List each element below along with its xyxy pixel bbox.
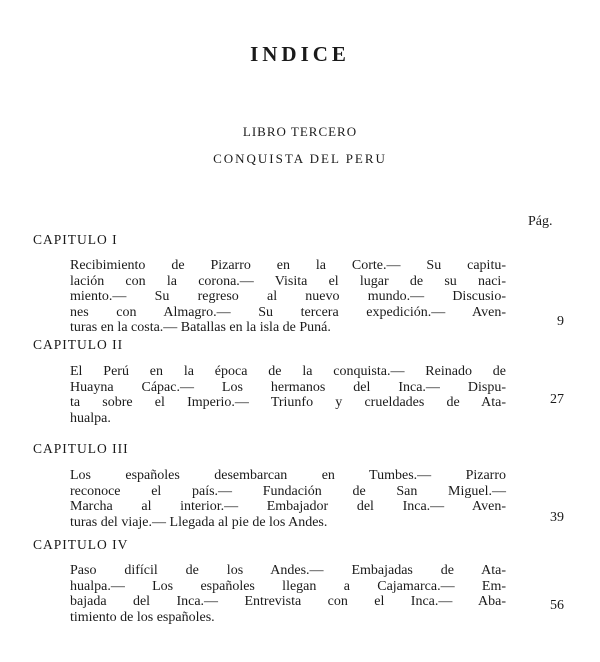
chapter-summary: [70, 258, 506, 336]
summary-line: El Perú en la época de la conquista.— Reinado de: [70, 364, 506, 379]
summary-line: miento.— Su regreso al nuevo mundo.— Discusio-: [70, 289, 506, 304]
chapter-summary: [70, 468, 506, 530]
summary-line: turas en la costa.— Batallas en la isla de Puná.: [70, 320, 331, 335]
chapter-heading: CAPITULO I: [33, 232, 118, 247]
chapter-summary: [70, 364, 506, 426]
summary-line: Paso difícil de los Andes.— Embajadas de Ata-: [70, 563, 506, 578]
chapter-page-number: 27: [550, 392, 564, 407]
book-number: LIBRO TERCERO: [242, 124, 358, 139]
chapter-heading: CAPITULO IV: [33, 537, 129, 552]
chapter-heading: CAPITULO III: [33, 441, 129, 456]
summary-line: Marcha al interior.— Embajador del Inca.— Aven-: [70, 499, 506, 514]
summary-line: hualpa.— Los españoles llegan a Cajamarca.— Em-: [70, 578, 506, 594]
summary-line: bajada del Inca.— Entrevista con el Inca.— Aba-: [70, 594, 506, 609]
chapter-page-number: 9: [557, 314, 564, 329]
summary-line: hualpa.: [70, 410, 111, 426]
summary-line: Recibimiento de Pizarro en la Corte.— Su capitu-: [70, 258, 506, 273]
book-title: CONQUISTA DEL PERU: [213, 151, 387, 166]
chapter-heading: CAPITULO II: [33, 337, 124, 352]
summary-line: Los españoles desembarcan en Tumbes.— Pizarro: [70, 468, 506, 483]
index-title: INDICE: [250, 42, 350, 66]
summary-line: Huayna Cápac.— Los hermanos del Inca.— Dispu-: [70, 379, 506, 395]
chapter-page-number: 56: [550, 598, 564, 613]
summary-line: turas del viaje.— Llegada al pie de los Andes.: [70, 514, 328, 530]
summary-line: lación con la corona.— Visita el lugar de su naci-: [70, 273, 506, 289]
page-column-heading: Pág.: [528, 214, 553, 229]
chapter-page-number: 39: [550, 510, 564, 525]
summary-line: timiento de los españoles.: [70, 609, 215, 625]
summary-line: ta sobre el Imperio.— Triunfo y crueldades de Ata-: [70, 395, 506, 410]
summary-line: nes con Almagro.— Su tercera expedición.— Aven-: [70, 304, 506, 320]
summary-line: reconoce el país.— Fundación de San Miguel.—: [70, 483, 506, 499]
chapter-summary: [70, 563, 506, 625]
